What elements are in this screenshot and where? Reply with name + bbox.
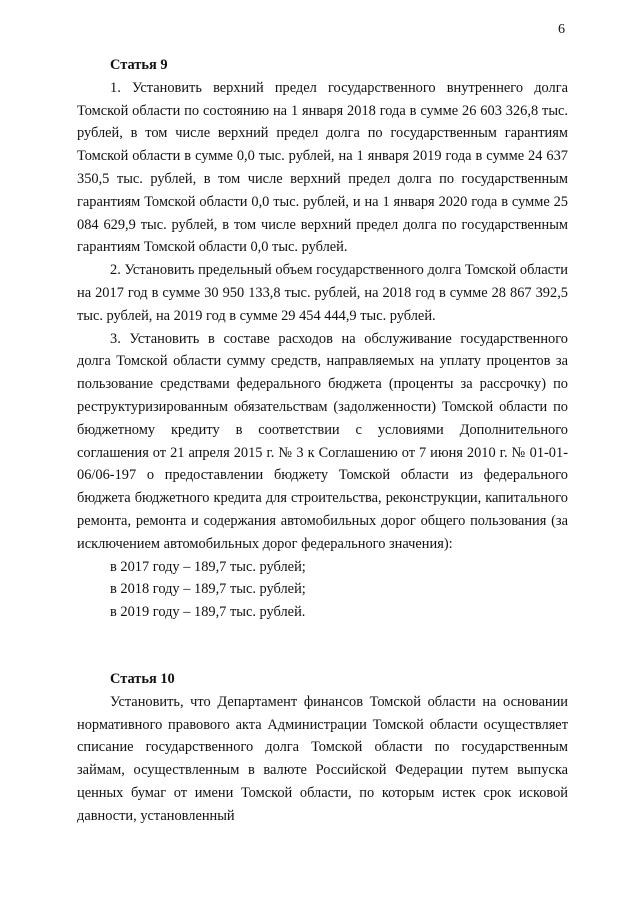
list-item: в 2019 году – 189,7 тыс. рублей.	[110, 604, 306, 621]
section-spacer	[77, 624, 568, 668]
article-heading: Статья 9	[110, 57, 168, 73]
list-item: в 2017 году – 189,7 тыс. рублей;	[110, 558, 306, 575]
paragraph: 1. Установить верхний предел государственного внутреннего долга Томской области по состоянию на 1 января 2018 года в сумме 26 603 326,8 тыс. рублей, в том числе верхний предел долга по государственным гарантиям Томской области в сумме 0,0 тыс. рублей, на 1 января 2019 года в сумме 24 637 350,5 тыс. рублей, в том числе верхний предел долга по государственным гарантиям Томской области 0,0 тыс. рублей, и на 1 января 2020 года в сумме 25 084 629,9 тыс. рублей, в том числе верхний предел долга по государственным гарантиям Томской области 0,0 тыс. рублей.	[77, 79, 568, 256]
paragraph: Установить, что Департамент финансов Томской области на основании нормативного правового акта Администрации Томской области осуществляет списание государственного долга Томской области по государственным займам, осуществленным в валюте Российской Федерации путем выпуска ценных бумаг от имени Томской области, по которым истек срок исковой давности, установленный	[77, 693, 568, 824]
article-10	[77, 668, 568, 828]
document-body	[77, 54, 568, 828]
list-item: в 2018 году – 189,7 тыс. рублей;	[110, 581, 306, 598]
article-9	[77, 54, 568, 624]
page-number: 6	[558, 22, 565, 37]
article-heading: Статья 10	[110, 670, 175, 687]
paragraph: 2. Установить предельный объем государственного долга Томской области на 2017 год в сумме 30 950 133,8 тыс. рублей, на 2018 год в сумме 28 867 392,5 тыс. рублей, на 2019 год в сумме 29 454 444,9 тыс. рублей.	[77, 262, 568, 324]
paragraph: 3. Установить в составе расходов на обслуживание государственного долга Томской области сумму средств, направляемых на уплату процентов за пользование средствами федерального бюджета (проценты за рассрочку) по реструктуризированным обязательствам (задолженности) Томской области по бюджетному кредиту в соответствии с условиями Дополнительного соглашения от 21 апреля 2015 г. № 3 к Соглашению от 7 июня 2010 г. № 01-01-06/06-197 о предоставлении бюджету Томской области из федерального бюджета бюджетного кредита для строительства, реконструкции, капитального ремонта, ремонта и содержания автомобильных дорог общего пользования (за исключением автомобильных дорог федерального значения):	[77, 330, 568, 552]
